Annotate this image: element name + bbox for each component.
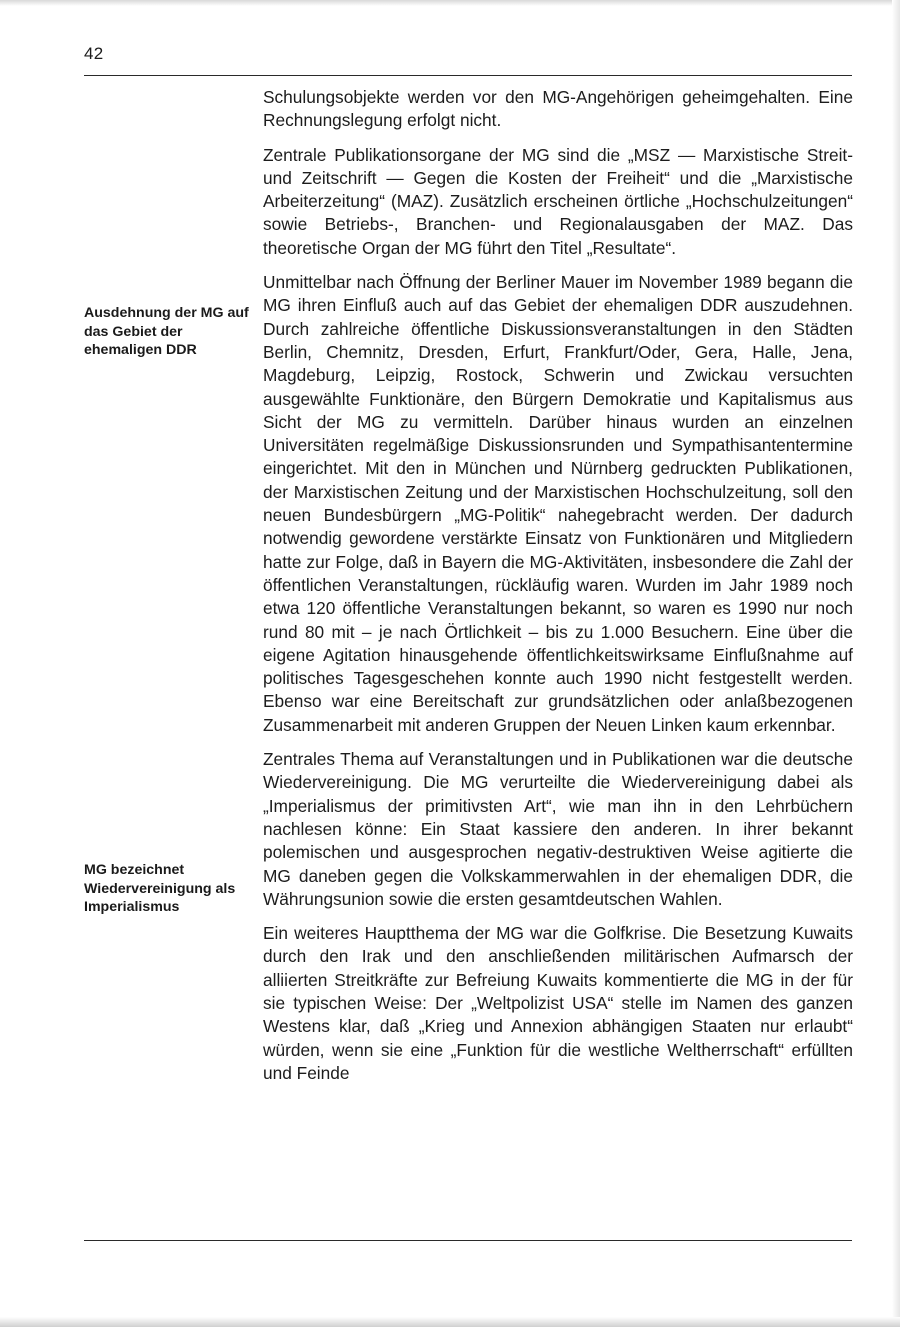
page-number: 42 [84,44,104,63]
body-text-column [263,86,853,1096]
scan-edge-bottom [0,1317,900,1327]
margin-note-reunification-imperialism: MG bezeichnet Wiedervereinigung als Imperialismus [84,862,236,915]
paragraph-reunification: Zentrales Thema auf Veranstaltungen und in Publikationen war die deutsche Wiedervereinigung. Die MG verurteilte die Wiedervereinigung dabei als „Imperialismus der primitivsten Art“, wie man ihn in den Lehrbüchern nachlesen könne: Ein Staat kassiere den anderen. In ihrer bekannt polemischen und ausgesprochen negativ-destruktiven Weise agitierte die MG daneben gegen die Volkskammerwahlen in der ehemaligen DDR, die Währungsunion sowie die ersten gesamtdeutschen Wahlen. [263,749,853,909]
margin-note-expansion-ddr: Ausdehnung der MG auf das Gebiet der ehemaligen DDR [84,305,249,358]
header-rule [84,75,852,76]
paragraph-expansion-ddr: Unmittelbar nach Öffnung der Berliner Mauer im November 1989 begann die MG ihren Einfluß auch auf das Gebiet der ehemaligen DDR auszudehnen. Durch zahlreiche öffentliche Diskussionsveranstaltungen in den Städten Berlin, Chemnitz, Dresden, Erfurt, Frankfurt/Oder, Gera, Halle, Jena, Magdeburg, Leipzig, Rostock, Schwerin und Zwickau versuchten ausgewählte Funktionäre, den Bürgern Demokratie und Kapitalismus aus Sicht der MG zu vermitteln. Darüber hinaus wurden an einzelnen Universitäten regelmäßige Diskussionsrunden und Sympathisantentermine eingerichtet. Mit den in München und Nürnberg gedruckten Publikationen, der Marxistischen Zeitung und der Marxistischen Hochschulzeitung, soll den neuen Bundesbürgern „MG-Politik“ nahegebracht werden. Der dadurch notwendig gewordene verstärkte Einsatz von Funktionären und Mitgliedern hatte zur Folge, daß in Bayern die MG-Aktivitäten, insbesondere die Zahl der öffentlichen Veranstaltungen, rückläufig waren. Wurden im Jahr 1989 noch etwa 120 öffentliche Veranstaltungen bekannt, so waren es 1990 nur noch rund 80 mit – je nach Örtlichkeit – bis zu 1.000 Besuchern. Eine über die eigene Agitation hinausgehende öffentlichkeitswirksame Einflußnahme auf politisches Tagesgeschehen konnte auch 1990 nicht festgestellt werden. Ebenso war eine Bereitschaft zur grundsätzlichen oder anlaßbezogenen Zusammenarbeit mit anderen Gruppen der Neuen Linken kaum erkennbar. [263,272,853,735]
paragraph-publications: Zentrale Publikationsorgane der MG sind die „MSZ — Marxistische Streit- und Zeitschrift — Gegen die Kosten der Freiheit“ und die „Marxistische Arbeiterzeitung“ (MAZ). Zusätzlich erscheinen örtliche „Hochschulzeitungen“ sowie Betriebs-, Branchen- und Regionalausgaben der MAZ. Das theoretische Organ der MG führt den Titel „Resultate“. [263,144,853,258]
footer-rule [84,1240,852,1241]
scan-edge-right [892,0,900,1327]
paragraph-training-objects: Schulungsobjekte werden vor den MG-Angehörigen geheimgehalten. Eine Rechnungslegung erfolgt nicht. [263,87,853,131]
paragraph-gulf-crisis: Ein weiteres Hauptthema der MG war die Golfkrise. Die Besetzung Kuwaits durch den Irak und den anschließenden militärischen Aufmarsch der alliierten Streitkräfte zur Befreiung Kuwaits kommentierte die MG in der für sie typischen Weise: Der „Weltpolizist USA“ stelle im Namen des ganzen Westens klar, daß „Krieg und Annexion abhängigen Staaten nur erlaubt“ würden, wenn sie eine „Funktion für die westliche Weltherrschaft“ erfüllten und Feinde [263,923,853,1083]
scan-edge-top [0,0,900,6]
